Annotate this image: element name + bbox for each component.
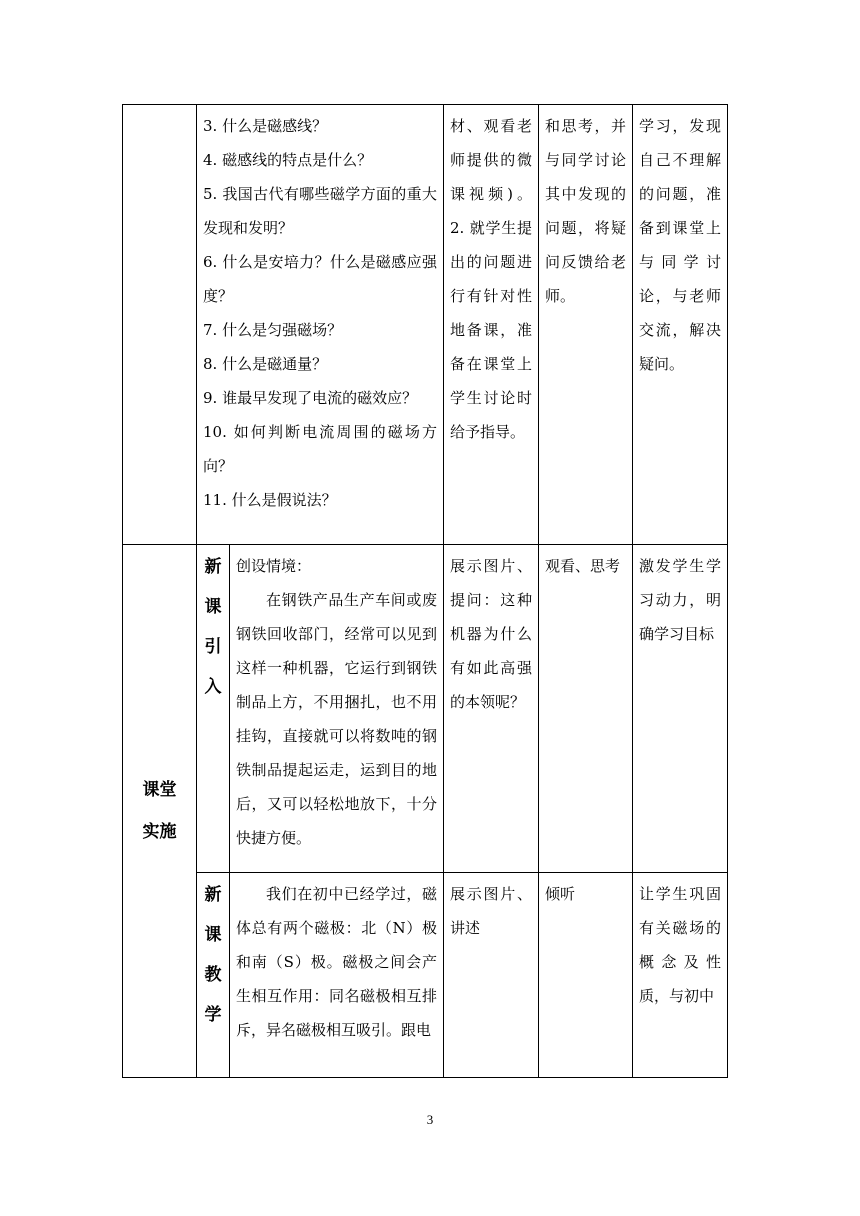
- teach-label-cell: [197, 873, 230, 1078]
- intro-content-cell: [230, 545, 444, 873]
- page-number: 3: [426, 1112, 434, 1127]
- intro-label-char: 新: [204, 557, 222, 577]
- intro-label-char: 课: [204, 597, 222, 617]
- intro-teacher-cell: 展示图片、提问：这种机器为什么有如此高强的本领呢？: [444, 545, 539, 873]
- intro-label-char: 引: [204, 637, 222, 657]
- question-item: 8. 什么是磁通量？: [203, 355, 328, 373]
- teach-label-char: 学: [204, 1005, 222, 1025]
- intro-label-cell: [197, 545, 230, 873]
- teach-content-cell: [230, 873, 444, 1078]
- teach-label-char: 新: [204, 885, 222, 905]
- teach-label-char: 课: [204, 925, 222, 945]
- teacher-prep-cell: 材、观看老师提供的微课视频)。 2. 就学生提出的问题进行有针对性地备课，准备在课堂上学生讨论时给予指导。: [444, 105, 539, 545]
- intro-label-char: 入: [204, 677, 222, 697]
- question-item: 6. 什么是安培力？什么是磁感应强度？: [203, 253, 437, 305]
- intro-student-cell: 观看、思考: [539, 545, 633, 873]
- intro-heading: 创设情境：: [236, 557, 312, 575]
- table-row-prep: [123, 105, 728, 545]
- intent-prep-cell: 学习，发现自己不理解的问题，准备到课堂上与同学讨论，与老师交流，解决疑问。: [633, 105, 728, 545]
- question-list-cell: [197, 105, 444, 545]
- question-item: 3. 什么是磁感线？: [203, 117, 328, 135]
- lesson-plan-table: [122, 104, 728, 1078]
- teach-intent-cell: 让学生巩固有关磁场的概念及性质，与初中: [633, 873, 728, 1078]
- teach-student-cell: 倾听: [539, 873, 633, 1078]
- table-row-teach: [123, 873, 728, 1078]
- section-label: 课堂实施: [142, 780, 177, 842]
- section-label-cell: [123, 545, 197, 1078]
- intro-intent-cell: 激发学生学习动力，明确学习目标: [633, 545, 728, 873]
- question-item: 10. 如何判断电流周围的磁场方向？: [203, 423, 437, 475]
- question-item: 5. 我国古代有哪些磁学方面的重大发现和发明？: [203, 185, 437, 237]
- intro-content: 在钢铁产品生产车间或废钢铁回收部门，经常可以见到这样一种机器，它运行到钢铁制品上方，不用捆扎，也不用挂钩，直接就可以将数吨的钢铁制品提起运走，运到目的地后，又可以轻松地放下，十分快捷方便。: [236, 591, 437, 847]
- student-prep-cell: 和思考，并与同学讨论其中发现的问题，将疑问反馈给老师。: [539, 105, 633, 545]
- question-item: 4. 磁感线的特点是什么？: [203, 151, 373, 169]
- empty-section-cell: [123, 105, 197, 545]
- question-item: 9. 谁最早发现了电流的磁效应？: [203, 389, 418, 407]
- teach-label-char: 教: [204, 965, 222, 985]
- teach-content: 我们在初中已经学过，磁体总有两个磁极：北（N）极和南（S）极。磁极之间会产生相互作用：同名磁极相互排斥，异名磁极相互吸引。跟电: [236, 885, 437, 1039]
- teach-teacher-cell: 展示图片、讲述: [444, 873, 539, 1078]
- question-item: 7. 什么是匀强磁场？: [203, 321, 343, 339]
- question-item: 11. 什么是假说法？: [203, 491, 337, 509]
- table-row-intro: [123, 545, 728, 873]
